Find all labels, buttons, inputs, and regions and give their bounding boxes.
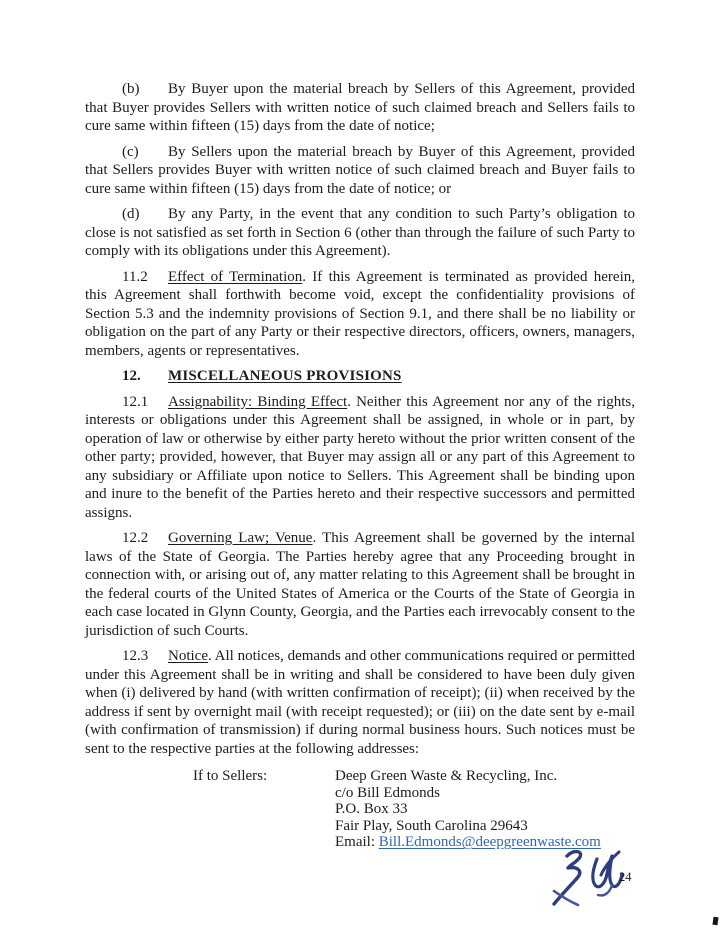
section-text: . All notices, demands and other communications required or permitted under this Agreement shall be in writing and shall be considered to have been duly given when (i) delivered by hand (with written confirmation of receipt); (ii) when received by the address if sent by overnight mail (with receipt requested); or (iii) on the date sent by e-mail (with confirmation of transmission) if during normal business hours. Such notices must be sent to the respective parties at the following addresses:	[85, 648, 635, 757]
section-12-2	[85, 529, 635, 640]
scan-artifact	[712, 917, 718, 926]
initials-signature	[550, 848, 624, 908]
section-title: Assignability: Binding Effect	[168, 393, 348, 410]
address-company: Deep Green Waste & Recycling, Inc.	[335, 768, 558, 784]
contract-body	[85, 80, 635, 851]
clause-text: By Sellers upon the material breach by Buyer of this Agreement, provided that Sellers provides Buyer with written notice of such claimed breach and Buyer fails to cure same within fifteen (15) days from the date of notice; or	[85, 143, 635, 197]
section-12-1	[85, 393, 635, 523]
section-number: 12.2	[122, 530, 149, 546]
section-title: Governing Law; Venue	[168, 530, 313, 546]
section-text: . Neither this Agreement nor any of the rights, interests or obligations under this Agreement shall be assigned, in whole or in part, by operation of law or otherwise by either party hereto without the prior written consent of the other party; provided, however, that Buyer may assign all or any part of this Agreement to any subsidiary or Affiliate upon notice to Sellers. This Agreement shall be binding upon and inure to the benefit of the Parties hereto and their respective successors and permitted assigns.	[85, 393, 635, 521]
section-11-2	[85, 268, 635, 361]
clause-number: (b)	[122, 81, 140, 97]
section-number: 12.3	[122, 648, 149, 664]
section-number: 11.2	[122, 268, 148, 285]
clause-text: By Buyer upon the material breach by Sellers of this Agreement, provided that Buyer provides Sellers with written notice of such claimed breach and Sellers fails to cure same within fifteen (15) days from the date of notice;	[85, 81, 635, 134]
address-care-of: c/o Bill Edmonds	[335, 784, 440, 801]
address-city: Fair Play, South Carolina 29643	[335, 817, 528, 834]
section-number: 12.1	[122, 393, 149, 410]
email-label: Email:	[335, 834, 379, 850]
section-title: Notice	[168, 648, 208, 664]
clause-b	[85, 80, 635, 136]
email-link[interactable]: Bill.Edmonds@deepgreenwaste.com	[378, 834, 601, 850]
notice-address-block	[193, 768, 635, 851]
section-text: . If this Agreement is terminated as provided herein, this Agreement shall forthwith become void, except the confidentiality provisions of Section 5.3 and the indemnity provisions of Section 9.1, and there shall be no liability or obligation on the part of any Party or their respective directors, officers, owners, managers, members, agents or representatives.	[85, 268, 635, 359]
address-po-box: P.O. Box 33	[335, 801, 408, 817]
section-12-3	[85, 647, 635, 758]
clause-c	[85, 143, 635, 199]
section-title: MISCELLANEOUS PROVISIONS	[168, 368, 402, 384]
page-number: 24	[619, 870, 632, 884]
clause-d	[85, 205, 635, 261]
notice-party-label: If to Sellers:	[193, 768, 268, 784]
section-title: Effect of Termination	[168, 268, 303, 285]
section-number: 12.	[122, 368, 141, 384]
seller-address	[335, 768, 601, 851]
section-text: . This Agreement shall be governed by the internal laws of the State of Georgia. The Parties hereby agree that any Proceeding brought in connection with, or arising out of, any matter relating to this Agreement shall be brought in the federal courts of the United States of America or the Courts of the State of Georgia in each case located in Glynn County, Georgia, and the Parties each irrevocably consent to the jurisdiction of such Courts.	[85, 530, 635, 639]
clause-number: (c)	[122, 143, 139, 160]
clause-number: (d)	[122, 206, 140, 222]
section-12-heading	[85, 367, 635, 386]
clause-text: By any Party, in the event that any condition to such Party’s obligation to close is not satisfied as set forth in Section 6 (other than through the failure of such Party to comply with its obligations under this Agreement).	[85, 206, 635, 259]
